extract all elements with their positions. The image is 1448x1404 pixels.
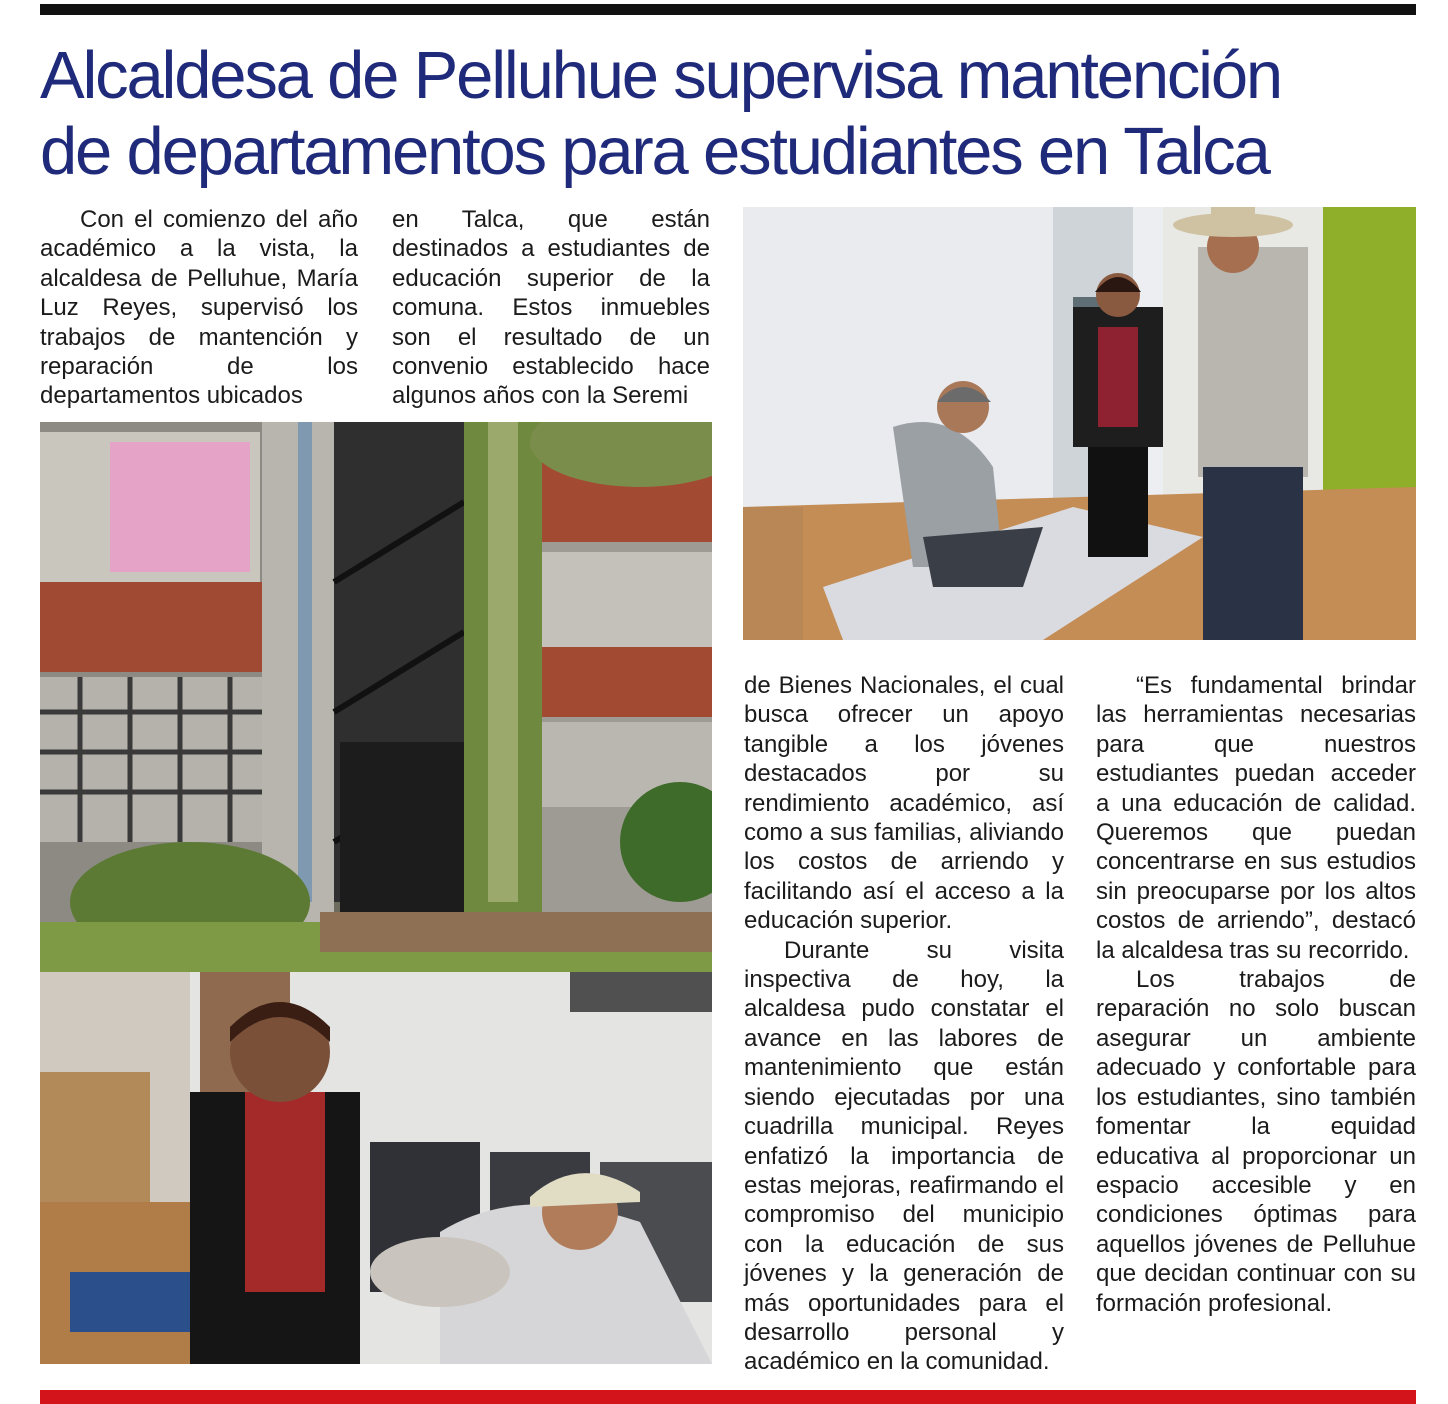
article-column-2 [392,205,710,411]
headline [40,38,1430,190]
headline-line-2: de departamentos para estudiantes en Talca [40,114,1269,189]
paragraph: en Talca, que están destinados a estudiantes de educación superior de la comuna. Estos inmuebles son el resultado de un convenio establecido hace algunos años con la Seremi [392,206,710,410]
headline-line-1: Alcaldesa de Pelluhue supervisa mantención [40,38,1281,113]
inspection-photo [40,972,712,1364]
paragraph: Durante su visita inspectiva de hoy, la alcaldesa pudo constatar el avance en las labores de mantenimiento que están siendo ejecutadas por una cuadrilla municipal. Reyes enfatizó la importancia de estas mejoras, reafirmando el compromiso del municipio con la educación de sus jóvenes y la generación de más oportunidades para el desarrollo personal y académico en la comunidad. [744,936,1064,1376]
paragraph: “Es fundamental brindar las herramientas necesarias para que nuestros estudiantes puedan acceder a una educación de calidad. Queremos que puedan concentrarse en sus estudios sin preocuparse por los altos costos de arriendo”, destacó la alcaldesa tras su recorrido. [1096,672,1416,964]
article-column-3 [744,671,1064,1377]
floor-work-photo [743,207,1416,640]
bottom-red-bar [40,1390,1416,1404]
article-column-1 [40,205,358,411]
building-photo [40,422,712,972]
top-rule [40,4,1416,15]
paragraph: de Bienes Nacionales, el cual busca ofrecer un apoyo tangible a los jóvenes destacados por su rendimiento académico, así como a sus familias, aliviando los costos de arriendo y facilitando así el acceso a la educación superior. [744,672,1064,935]
paragraph: Con el comienzo del año académico a la vista, la alcaldesa de Pelluhue, María Luz Reyes, supervisó los trabajos de mantención y reparación de los departamentos ubicados [40,206,358,410]
paragraph: Los trabajos de reparación no solo buscan asegurar un ambiente adecuado y confortable para los estudiantes, sino también fomentar la equidad educativa al proporcionar un espacio accesible y en condiciones óptimas para aquellos jóvenes de Pelluhue que decidan continuar con su formación profesional. [1096,966,1416,1317]
article-column-4 [1096,671,1416,1318]
